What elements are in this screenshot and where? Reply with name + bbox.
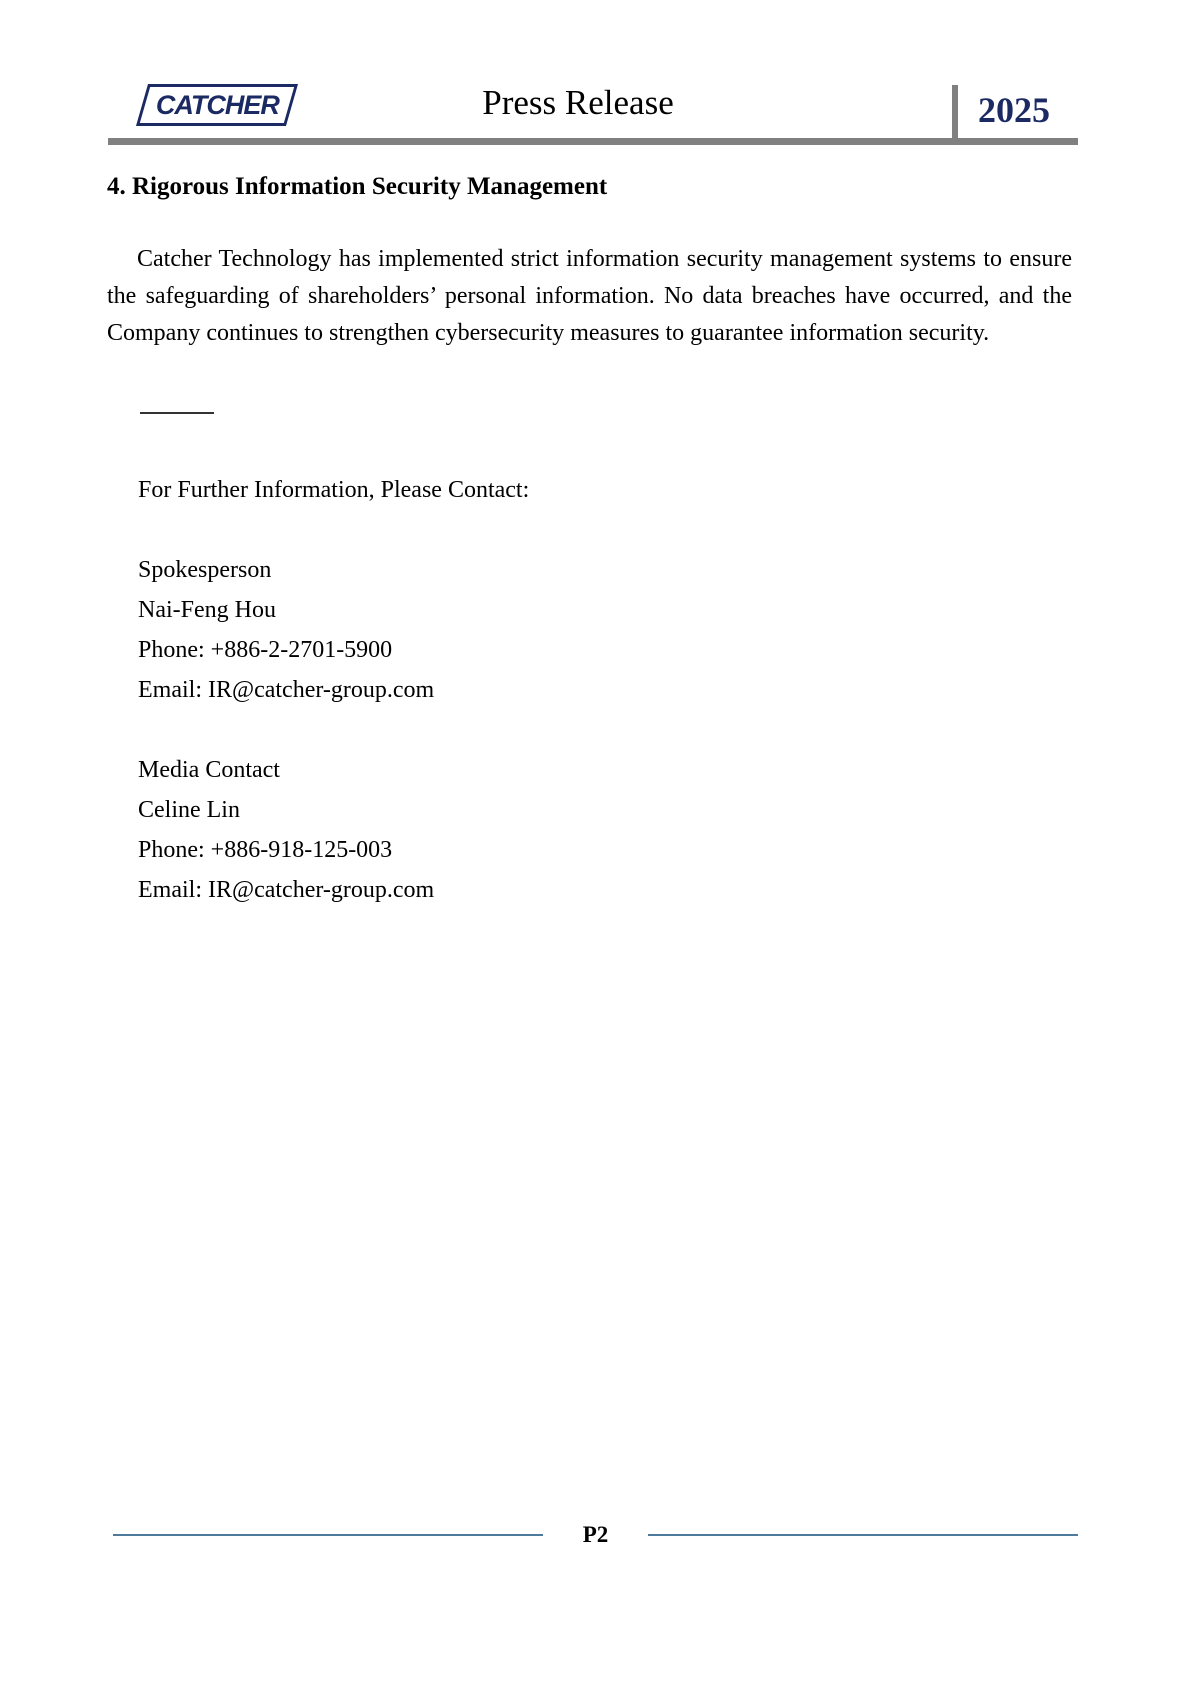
page-number: P2 bbox=[582, 1522, 609, 1547]
contact-name: Celine Lin bbox=[138, 797, 240, 823]
contact-role: Spokesperson bbox=[138, 557, 272, 583]
contact-role: Media Contact bbox=[138, 757, 280, 783]
spokesperson-block bbox=[138, 550, 1074, 710]
page-footer bbox=[0, 1522, 1188, 1548]
page-header bbox=[0, 0, 1188, 145]
document-body bbox=[0, 171, 1074, 910]
contact-phone: Phone: +886-2-2701-5900 bbox=[138, 637, 393, 663]
contact-intro: For Further Information, Please Contact: bbox=[138, 477, 530, 503]
header-year: 2025 bbox=[978, 90, 1050, 130]
media-contact-block bbox=[138, 750, 1074, 910]
footer-line-left bbox=[113, 1534, 543, 1536]
separator-line bbox=[140, 412, 214, 414]
section-heading: 4. Rigorous Information Security Management bbox=[107, 173, 608, 200]
contact-email: Email: IR@catcher-group.com bbox=[138, 677, 435, 703]
footer-line-right bbox=[648, 1534, 1078, 1536]
contact-phone: Phone: +886-918-125-003 bbox=[138, 837, 393, 863]
body-paragraph: Catcher Technology has implemented strict information security management systems to ensure the safeguarding of shareholders’ personal information. No data breaches have occurred, and the Company continues to strengthen cybersecurity measures to guarantee information security. bbox=[107, 246, 1072, 346]
header-vertical-divider bbox=[952, 85, 958, 142]
header-rule bbox=[108, 138, 1078, 145]
catcher-logo-text: CATCHER bbox=[155, 89, 279, 120]
contact-email: Email: IR@catcher-group.com bbox=[138, 877, 435, 903]
contact-name: Nai-Feng Hou bbox=[138, 597, 276, 623]
page-title: Press Release bbox=[482, 83, 674, 122]
